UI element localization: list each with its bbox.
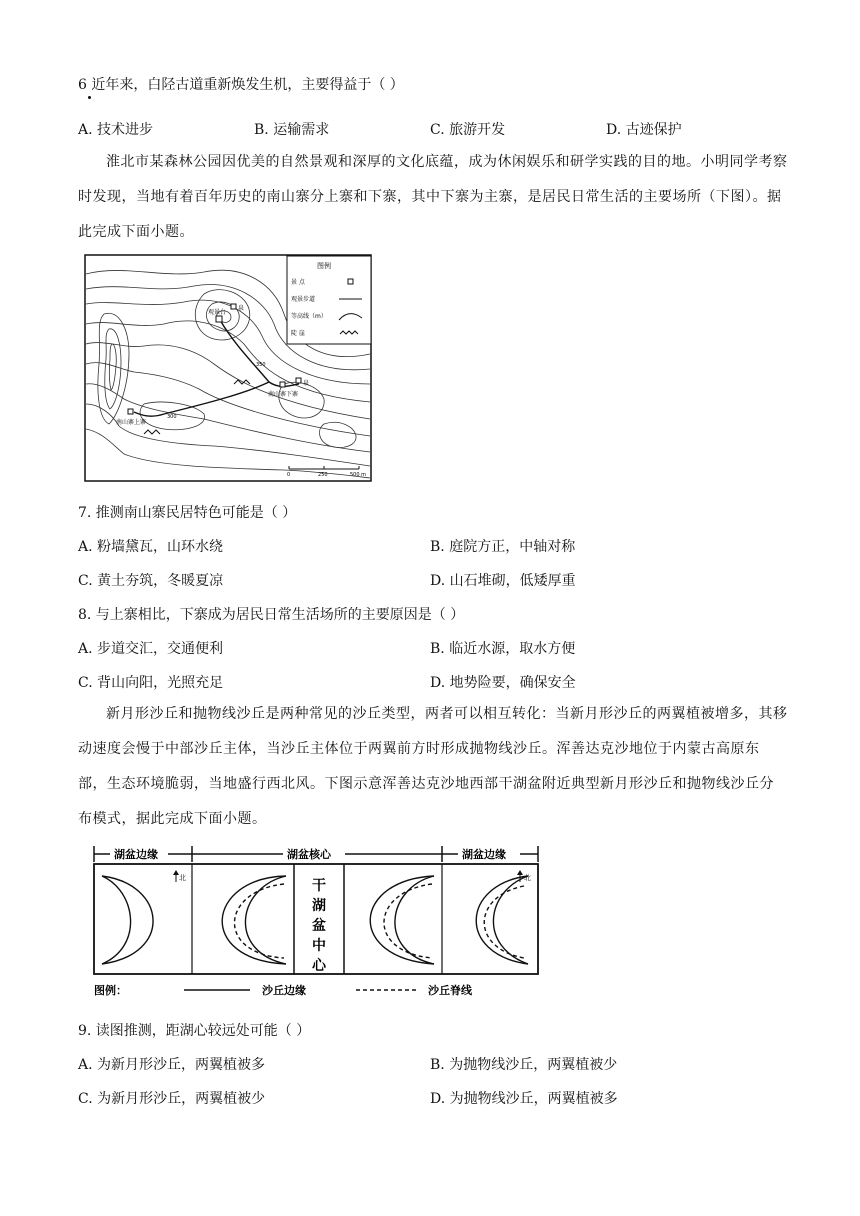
q9-option-d[interactable]: D. 为抛物线沙丘，两翼植被多 [430, 1091, 618, 1107]
lower-village-label: 南山寨下寨 [268, 391, 299, 398]
q7-stem: 7. 推测南山寨民居特色可能是（ ） [78, 505, 297, 521]
q8-stem: 8. 与上寨相比，下寨成为居民日常生活场所的主要原因是（ ） [78, 607, 465, 623]
svg-text:中: 中 [312, 938, 326, 954]
svg-text:北: 北 [179, 874, 186, 882]
zone-label-edge-right: 湖盆边缘 [462, 848, 506, 861]
zone-label-core: 湖盆核心 [287, 848, 331, 861]
q9-option-b[interactable]: B. 为抛物线沙丘，两翼植被少 [430, 1057, 618, 1073]
q6-option-a[interactable]: A. 技术进步 [78, 122, 154, 138]
q6-option-c[interactable]: C. 旅游开发 [430, 122, 506, 138]
svg-text:沙丘边缘: 沙丘边缘 [262, 984, 306, 997]
q9-stem: 9. 读图推测，距湖心较远处可能（ ） [78, 1023, 311, 1039]
q8-option-b[interactable]: B. 临近水源，取水方便 [430, 641, 576, 657]
svg-text:250: 250 [318, 472, 328, 478]
upper-village-marker [128, 409, 133, 414]
q8-option-c[interactable]: C. 背山向阳，光照充足 [78, 675, 224, 691]
q6-option-b[interactable]: B. 运输需求 [254, 122, 330, 138]
viewpoint-label: 观景台 [208, 309, 227, 316]
q7-option-a[interactable]: A. 粉墙黛瓦，山环水绕 [78, 539, 224, 555]
dune-legend [94, 983, 473, 997]
q9-option-a[interactable]: A. 为新月形沙丘，两翼植被多 [78, 1057, 266, 1073]
q7-option-b[interactable]: B. 庭院方正，中轴对称 [430, 539, 576, 555]
svg-text:景 点: 景 点 [291, 279, 305, 286]
q6-marker-dot [88, 96, 91, 99]
lower-village-marker [280, 382, 285, 387]
svg-text:观景步道: 观景步道 [291, 296, 316, 303]
contour-map [84, 254, 374, 484]
svg-text:图例: 图例 [317, 262, 331, 270]
spring-label: 泉 [303, 380, 310, 387]
spring-marker [296, 378, 301, 383]
svg-text:沙丘脊线: 沙丘脊线 [428, 984, 472, 997]
svg-text:等高线（m）: 等高线（m） [291, 313, 327, 320]
svg-text:陡 崖: 陡 崖 [291, 330, 305, 337]
svg-text:0: 0 [287, 472, 291, 478]
svg-text:盆: 盆 [312, 918, 326, 934]
spring-label: 泉 [238, 305, 245, 312]
svg-text:干: 干 [312, 878, 326, 894]
svg-text:湖: 湖 [312, 898, 326, 914]
q6-option-d[interactable]: D. 古迹保护 [606, 122, 682, 138]
spring-marker [231, 304, 236, 309]
contour-value: 300 [167, 414, 177, 420]
dry-lake-center-label [312, 878, 327, 974]
svg-text:500 m: 500 m [350, 472, 367, 478]
q6-stem: 6 近年来，白陉古道重新焕发生机，主要得益于（ ） [78, 77, 404, 93]
upper-village-label: 南山寨上寨 [116, 419, 147, 426]
passage-dunes: 新月形沙丘和抛物线沙丘是两种常见的沙丘类型，两者可以相互转化：当新月形沙丘的两翼植被增多，其移动速度会慢于中部沙丘主体，当沙丘主体位于两翼前方时形成抛物线沙丘。浑善达克沙地位于内蒙古高原东部，生态环境脆弱，当地盛行西北风。下图示意浑善达克沙地西部干湖盆附近典型新月形沙丘和抛物线沙丘分布模式，据此完成下面小题。 [78, 706, 788, 827]
zone-label-edge-left: 湖盆边缘 [114, 848, 158, 861]
q7-option-c[interactable]: C. 黄土夯筑，冬暖夏凉 [78, 573, 224, 589]
svg-text:图例：: 图例： [94, 984, 127, 997]
q9-option-c[interactable]: C. 为新月形沙丘，两翼植被少 [78, 1091, 266, 1107]
contour-value: 350 [256, 362, 266, 368]
dune-diagram [88, 836, 548, 1001]
q8-option-d[interactable]: D. 地势险要，确保安全 [430, 675, 576, 691]
q8-option-a[interactable]: A. 步道交汇，交通便利 [78, 641, 224, 657]
viewpoint-marker [216, 316, 222, 322]
passage-forest-park: 淮北市某森林公园因优美的自然景观和深厚的文化底蕴，成为休闲娱乐和研学实践的目的地。小明同学考察时发现，当地有着百年历史的南山寨分上寨和下寨，其中下寨为主寨，是居民日常生活的主要场所（下图）。据此完成下面小题。 [78, 154, 788, 240]
svg-text:北: 北 [524, 874, 531, 882]
map-legend [287, 256, 371, 344]
q7-option-d[interactable]: D. 山石堆砌，低矮厚重 [430, 573, 576, 589]
svg-text:心: 心 [312, 958, 326, 974]
